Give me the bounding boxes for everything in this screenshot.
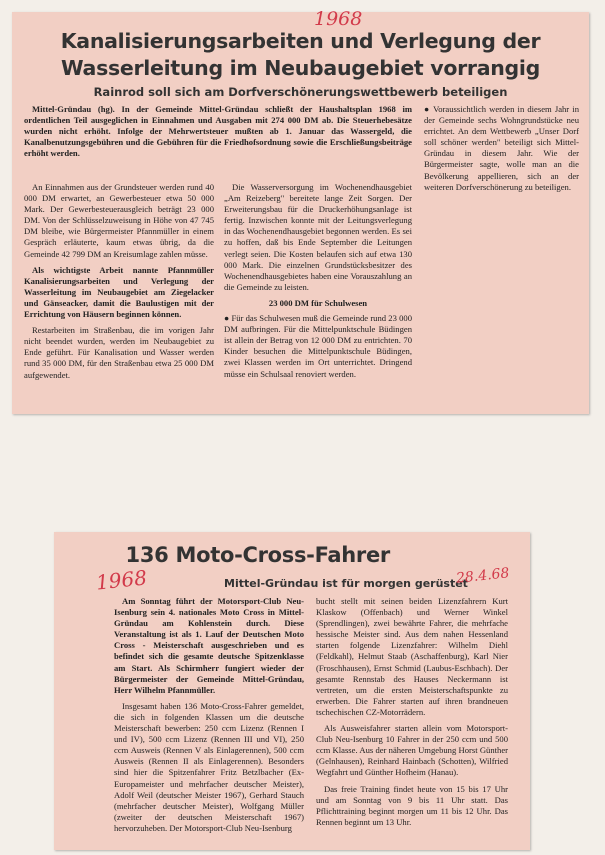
paragraph: bucht stellt mit seinen beiden Lizenzfahrern Kurt Klaskow (Offenbach) und Werner Winkel (Sprendlingen), zwei bewährte Fahrer, die mehrfache hessische Meister sind. Aus dem nahen Hessenland starten folgende Lizenzfahrer: Wilhelm Diehl (Feldkahl), Helmut Staab (Aschaffenburg), Karl Nier (Froschhausen), Ernst Schmid (Laubus-Eschbach). Der gesamte Rennstab des Hauses Neckermann ist vertreten, um die ersten Meisterschaftspunkte zu erwerben. Die Fahrer starten auf ihren brandneuen tschechischen CZ-Motorrädern. xyxy=(316,596,508,717)
paragraph: Am Sonntag führt der Motorsport-Club Neu-Isenburg sein 4. nationales Moto Cross in Mittel-Gründau am Kohlenstein durch. Diese Veranstaltung ist als 1. Lauf der Deutschen Moto Cross - Meisterschaft ausgeschrieben und es befindet sich die gesamte deutsche Spitzenklasse am Start. Als Schirmherr fungiert wieder der Bürgermeister der Gemeinde Mittel-Gründau, Herr Wilhelm Pfannmüller. xyxy=(114,596,304,695)
article-headline: Kanalisierungsarbeiten und Verlegung der Wasserleitung im Neubaugebiet vorrangig xyxy=(60,29,541,80)
article-column-2 xyxy=(316,596,508,833)
paragraph: Insgesamt haben 136 Moto-Cross-Fahrer gemeldet, die sich in folgenden Klassen um die deutsche Meisterschaft bewerben: 250 ccm Lizenz (Rennen I und IV), 500 ccm Lizenz (Rennen III und VI), 250 ccm Ausweis (Rennen V als Einlagerennen), 500 ccm Ausweis (Rennen II als Einlagerennen). Besonders sind hier die Spitzenfahrer Fritz Betzlbacher (Ex-Europameister und mehrfacher deutscher Meister), Adolf Weil (deutscher Meister 1967), Gerhard Stauch (mehrfacher deutscher Meister), Wolfgang Müller (zweiter der deutschen Meisterschaft 1967) hervorzuheben. Der Motorsport-Club Neu-Isenburg xyxy=(114,700,304,833)
article-lead xyxy=(24,104,412,159)
article-headline: 136 Moto-Cross-Fahrer xyxy=(125,543,390,567)
article-subheadline: Rainrod soll sich am Dorfverschönerungswettbewerb beteiligen xyxy=(93,85,508,99)
newspaper-clipping-motocross xyxy=(54,532,530,850)
paragraph: ● Für das Schulwesen muß die Gemeinde rund 23 000 DM aufbringen. Für die Mittelpunktschule Büdingen ist allein der Betrag von 12 000 DM zu entrichten. 70 Kinder besuchen die Mittelpunktschule Büdingen, zwei Klassen werden im Ort unterrichtet. Dringend müsse ein Schulsaal renoviert werden. xyxy=(224,313,412,379)
article-column-2 xyxy=(224,182,412,385)
paragraph: ● Voraussichtlich werden in diesem Jahr in der Gemeinde sechs Wohngrundstücke neu errichtet. An dem Wettbewerb „Unser Dorf soll schöner werden" beteiligt sich Mittel-Gründau in diesem Jahr. Wie der Bürgermeister sagte, wolle man an die Bevölkerung appellieren, sich an der weiteren Dorfverschönerung zu beteiligen. xyxy=(424,104,579,192)
lead-paragraph: Mittel-Gründau (hg). In der Gemeinde Mittel-Gründau schließt der Haushaltsplan 1968 im ordentlichen Teil ausgeglichen in Einnahmen und Ausgaben mit 274 000 DM ab. Die Steuerhebesätze wurden nicht erhöht. Infolge der Mehrwertsteuer mußten ab 1. Januar das Wassergeld, die Kanalbenutzungsgebühren und die Gebühren für die Friedhofsordnung sowie die Erschließungsbeiträge erhöht werden. xyxy=(24,104,412,159)
paragraph: An Einnahmen aus der Grundsteuer werden rund 40 000 DM erwartet, an Gewerbesteuer etwa 50 000 Mark. Der Gewerbesteuerausgleich beträgt 23 000 DM. Von der Schlüsselzuweisung in Höhe von 47 745 DM bleibe, wie Bürgermeister Pfannmüller in einem Gespräch erläuterte, kaum etwas übrig, da die Gemeinde 42 799 DM an Kreisumlage zahlen müsse. xyxy=(24,182,214,259)
handwritten-year-annotation: 1968 xyxy=(314,8,363,30)
newspaper-clipping-kanalisierung xyxy=(12,8,589,414)
article-column-1 xyxy=(24,182,214,386)
paragraph: Als wichtigste Arbeit nannte Pfannmüller Kanalisierungsarbeiten und Verlegung der Wasserleitung im Neubaugebiet am Ziegelacker und Gänseacker, damit die Baulustigen mit der Errichtung von Häusern beginnen können. xyxy=(24,264,214,320)
handwritten-date-annotation: 28.4.68 xyxy=(455,565,511,587)
article-column-3 xyxy=(424,104,579,198)
article-subheadline: Mittel-Gründau ist für morgen gerüstet xyxy=(224,577,468,590)
paragraph: Restarbeiten im Straßenbau, die im vorigen Jahr nicht beendet wurden, werden im Neubaugebiet zu Ende geführt. Für Kanalisation und Wasser werden rund 35 000 DM, für den Straßenbau etwa 25 000 DM aufgewendet. xyxy=(24,325,214,380)
section-heading: 23 000 DM für Schulwesen xyxy=(268,297,368,308)
handwritten-year-annotation: 1968 xyxy=(94,565,149,595)
article-column-1 xyxy=(114,596,304,839)
paragraph: Als Ausweisfahrer starten allein vom Motorsport-Club Neu-Isenburg 10 Fahrer in der 250 ccm und 500 ccm Klasse. Aus der näheren Umgebung Horst Günther (Gelnhausen), Reinhard Hainbach (Schotten), Wilfried Wegfahrt und Günther Hofheim (Hanau). xyxy=(316,723,508,778)
paragraph: Das freie Training findet heute von 15 bis 17 Uhr und am Sonntag von 9 bis 11 Uhr statt. Das Pflichttraining beginnt morgen um 11 bis 12 Uhr. Das Rennen beginnt um 13 Uhr. xyxy=(316,783,508,827)
paragraph: Die Wasserversorgung im Wochenendhausgebiet „Am Reizeberg" bereitete lange Zeit Sorgen. Der Erweiterungsbau für die Druckerhöhungsanlage ist fertig. Inzwischen konnte mit der Leitungsverlegung in das Wochenendhausgebiet begonnen werden. Es sei zu hoffen, daß bis Ende September die Leitungen verlegt seien. Die Kosten belaufen sich auf etwa 130 000 Mark. Die einzelnen Grundstücksbesitzer des Wochenendhausgebietes haben eine Vorauszahlung an die Gemeinde zu leisten. xyxy=(224,182,412,292)
